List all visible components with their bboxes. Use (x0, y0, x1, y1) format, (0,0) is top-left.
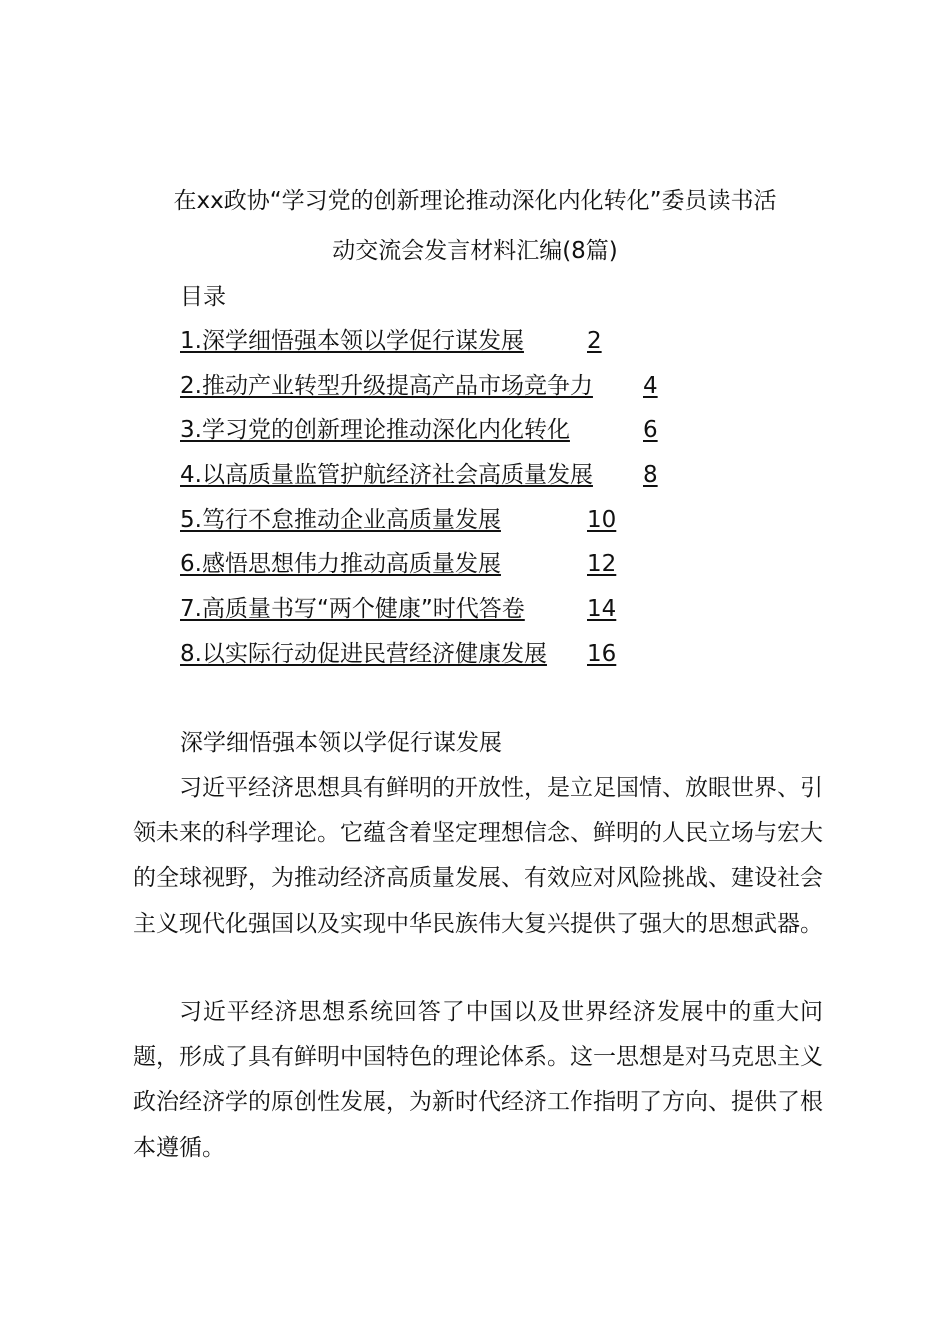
toc-entry-title[interactable]: 4.以高质量监管护航经济社会高质量发展 (180, 462, 593, 489)
toc-heading: 目录 (180, 284, 226, 310)
toc-entry-2[interactable] (180, 371, 700, 416)
toc-entry-title[interactable]: 8.以实际行动促进民营经济健康发展 (180, 640, 547, 667)
toc-entry-title[interactable]: 1.深学细悟强本领以学促行谋发展 (180, 328, 524, 354)
toc-entry-page[interactable]: 6 (643, 417, 658, 444)
toc-entry-title[interactable]: 7.高质量书写“两个健康”时代答卷 (180, 596, 525, 623)
toc-entry-1[interactable] (180, 326, 700, 371)
toc-entry-title[interactable]: 3.学习党的创新理论推动深化内化转化 (180, 417, 570, 444)
document-title-line-2: 动交流会发言材料汇编(8篇) (332, 238, 618, 264)
toc-entry-4[interactable] (180, 460, 700, 505)
toc-entry-7[interactable] (180, 594, 700, 639)
body-paragraph: 习近平经济思想系统回答了中国以及世界经济发展中的重大问题，形成了具有鲜明中国特色的理论体系。这一思想是对马克思主义政治经济学的原创性发展，为新时代经济工作指明了方向、提供了根本遵循。 (133, 999, 823, 1161)
body-paragraph: 习近平经济思想具有鲜明的开放性，是立足国情、放眼世界、引领未来的科学理论。它蕴含着坚定理想信念、鲜明的人民立场与宏大的全球视野，为推动经济高质量发展、有效应对风险挑战、建设社会主义现代化强国以及实现中华民族伟大复兴提供了强大的思想武器。 (133, 775, 823, 937)
toc-entry-title[interactable]: 5.笃行不怠推动企业高质量发展 (180, 506, 501, 533)
toc-entry-5[interactable] (180, 505, 700, 550)
toc-entry-page[interactable]: 12 (587, 551, 617, 578)
document-title-line-1: 在xx政协“学习党的创新理论推动深化内化转化”委员读书活 (173, 188, 777, 214)
section-heading: 深学细悟强本领以学促行谋发展 (180, 730, 502, 756)
toc-entry-page[interactable]: 8 (643, 462, 658, 489)
toc-entry-8[interactable] (180, 639, 700, 684)
toc-entry-page[interactable]: 14 (587, 596, 617, 623)
toc-entry-3[interactable] (180, 415, 700, 460)
table-of-contents (180, 326, 700, 684)
toc-entry-page[interactable]: 16 (587, 640, 617, 667)
toc-entry-page[interactable]: 2 (587, 328, 602, 354)
toc-entry-page[interactable]: 10 (587, 506, 617, 533)
toc-entry-title[interactable]: 2.推动产业转型升级提高产品市场竞争力 (180, 372, 593, 399)
toc-entry-6[interactable] (180, 549, 700, 594)
toc-entry-title[interactable]: 6.感悟思想伟力推动高质量发展 (180, 551, 501, 578)
toc-entry-page[interactable]: 4 (643, 372, 658, 399)
